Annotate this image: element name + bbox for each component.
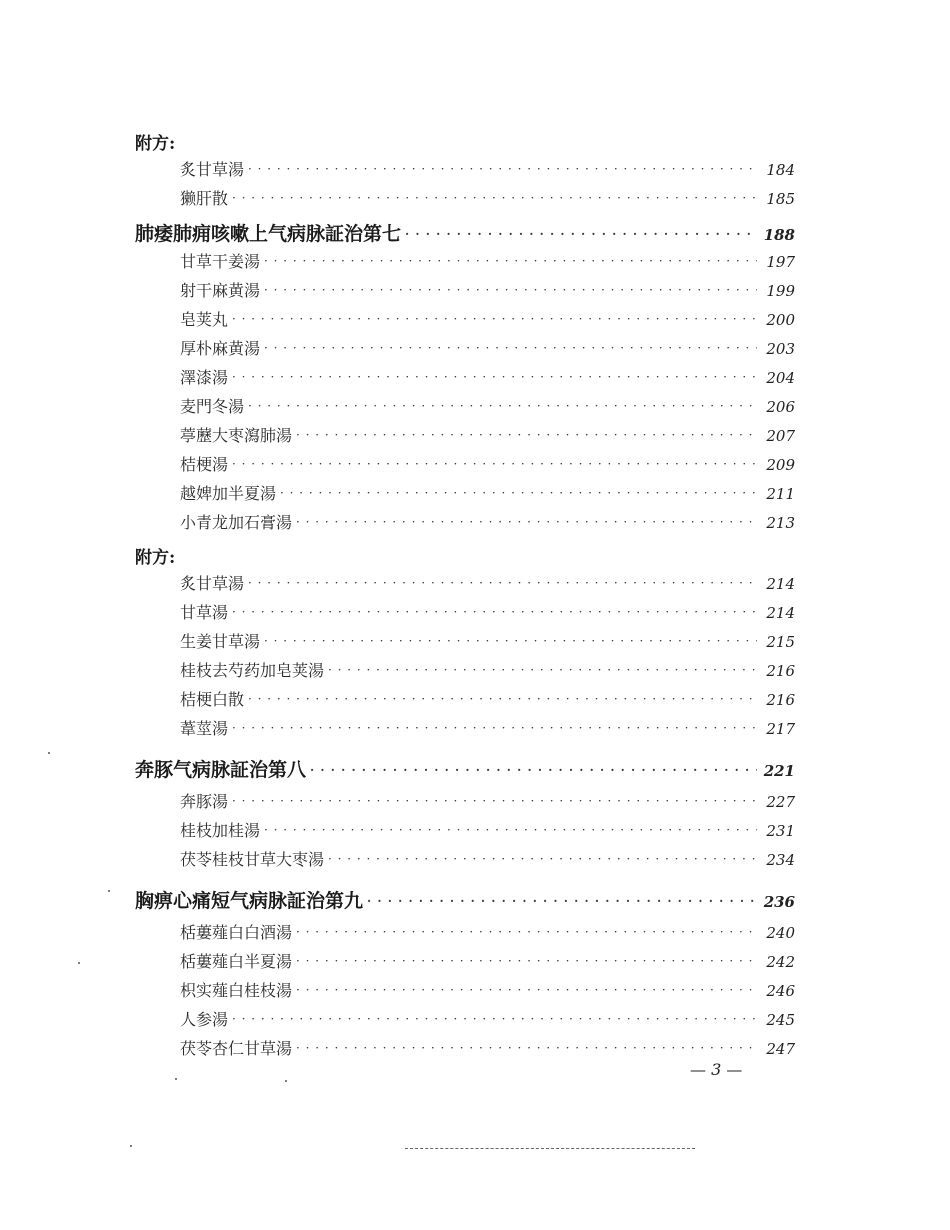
table-of-contents [135, 125, 795, 1065]
scan-speck [108, 890, 110, 892]
dot-leader [264, 284, 757, 296]
toc-entry [135, 847, 795, 876]
dot-leader [248, 577, 757, 589]
toc-entry [135, 365, 795, 394]
scan-speck [285, 1080, 287, 1082]
dot-leader [232, 458, 757, 470]
dot-leader [296, 1042, 757, 1054]
toc-entry [135, 452, 795, 481]
toc-entry [135, 510, 795, 539]
toc-entry [135, 249, 795, 278]
toc-title: 麦門冬湯 [180, 397, 245, 416]
toc-title: 奔豚气病脉証治第八 [135, 759, 307, 781]
toc-page-number: 215 [766, 633, 795, 651]
dot-leader [405, 228, 757, 240]
toc-entry [135, 571, 795, 600]
toc-title: 葶藶大枣瀉肺湯 [180, 426, 293, 445]
dot-leader [296, 429, 757, 441]
toc-page-number: 216 [766, 662, 795, 680]
toc-page-number: 246 [766, 982, 795, 1000]
toc-page-number: 217 [766, 720, 795, 738]
toc-group-heading [135, 129, 795, 157]
toc-page-number: 214 [766, 575, 795, 593]
toc-title: 奔豚湯 [180, 792, 229, 811]
dot-leader [264, 342, 757, 354]
toc-page-number: 200 [766, 311, 795, 329]
toc-page-number: 197 [766, 253, 795, 271]
dot-leader [232, 1013, 757, 1025]
dot-leader [232, 722, 757, 734]
dot-leader [232, 795, 757, 807]
dot-leader [296, 955, 757, 967]
toc-title: 桂枝去芍药加皂荚湯 [180, 661, 325, 680]
toc-title: 栝蔞薤白半夏湯 [180, 952, 293, 971]
toc-title: 桔梗白散 [180, 690, 245, 709]
dot-leader [232, 192, 757, 204]
toc-title: 炙甘草湯 [180, 160, 245, 179]
toc-page-number: 204 [766, 369, 795, 387]
toc-title: 附方: [135, 548, 176, 568]
toc-page-number: 203 [766, 340, 795, 358]
toc-entry [135, 157, 795, 186]
toc-chapter [135, 755, 795, 785]
toc-page-number: 185 [766, 190, 795, 208]
scan-speck [130, 1145, 132, 1147]
toc-chapter [135, 219, 795, 249]
toc-title: 肺痿肺痈咳嗽上气病脉証治第七 [135, 223, 402, 245]
toc-page-number: 227 [766, 793, 795, 811]
toc-page-number: 236 [763, 893, 795, 911]
toc-page-number: 247 [766, 1040, 795, 1058]
dot-leader [367, 895, 757, 907]
toc-title: 附方: [135, 134, 176, 154]
toc-entry [135, 949, 795, 978]
toc-title: 葦莖湯 [180, 719, 229, 738]
toc-title: 獭肝散 [180, 189, 229, 208]
toc-page-number: 199 [766, 282, 795, 300]
toc-group-heading [135, 543, 795, 571]
dot-leader [328, 664, 757, 676]
toc-title: 茯苓杏仁甘草湯 [180, 1039, 293, 1058]
toc-page-number: 213 [766, 514, 795, 532]
toc-page-number: 242 [766, 953, 795, 971]
toc-title: 小青龙加石膏湯 [180, 513, 293, 532]
dot-leader [264, 635, 757, 647]
toc-entry [135, 336, 795, 365]
toc-title: 枳实薤白桂枝湯 [180, 981, 293, 1000]
toc-page-number: 207 [766, 427, 795, 445]
toc-entry [135, 920, 795, 949]
toc-page-number: 188 [763, 226, 795, 244]
toc-title: 人参湯 [180, 1010, 229, 1029]
toc-title: 栝蔞薤白白酒湯 [180, 923, 293, 942]
dot-leader [280, 487, 757, 499]
toc-entry [135, 818, 795, 847]
toc-page-number: 240 [766, 924, 795, 942]
toc-title: 茯苓桂枝甘草大枣湯 [180, 850, 325, 869]
toc-page-number: 206 [766, 398, 795, 416]
dot-leader [296, 516, 757, 528]
toc-page-number: 184 [766, 161, 795, 179]
toc-page-number: 231 [766, 822, 795, 840]
dot-leader [248, 693, 757, 705]
dot-leader [248, 400, 757, 412]
toc-entry [135, 789, 795, 818]
dot-leader [310, 764, 757, 776]
toc-entry [135, 978, 795, 1007]
toc-page-number: 211 [766, 485, 795, 503]
toc-chapter [135, 886, 795, 916]
toc-title: 甘草湯 [180, 603, 229, 622]
toc-entry [135, 600, 795, 629]
toc-page-number: 216 [766, 691, 795, 709]
toc-title: 甘草干姜湯 [180, 252, 261, 271]
toc-title: 皂荚丸 [180, 310, 229, 329]
scan-artifact-line [405, 1148, 695, 1150]
toc-entry [135, 186, 795, 215]
dot-leader [296, 926, 757, 938]
dot-leader [264, 255, 757, 267]
toc-title: 生姜甘草湯 [180, 632, 261, 651]
toc-page-number: 221 [763, 762, 795, 780]
dot-leader [248, 163, 757, 175]
toc-entry [135, 1007, 795, 1036]
toc-title: 桔梗湯 [180, 455, 229, 474]
scan-speck [48, 752, 50, 754]
dot-leader [232, 313, 757, 325]
page-number: — 3 — [690, 1060, 743, 1079]
dot-leader [328, 853, 757, 865]
toc-entry [135, 658, 795, 687]
scan-speck [175, 1078, 177, 1080]
toc-entry [135, 481, 795, 510]
dot-leader [232, 606, 757, 618]
toc-entry [135, 278, 795, 307]
dot-leader [296, 984, 757, 996]
toc-entry [135, 423, 795, 452]
toc-page-number: 214 [766, 604, 795, 622]
toc-title: 厚朴麻黄湯 [180, 339, 261, 358]
toc-entry [135, 307, 795, 336]
scan-speck [78, 962, 80, 964]
toc-entry [135, 629, 795, 658]
toc-title: 越婢加半夏湯 [180, 484, 277, 503]
toc-title: 射干麻黄湯 [180, 281, 261, 300]
toc-entry [135, 687, 795, 716]
toc-entry [135, 716, 795, 745]
dot-leader [264, 824, 757, 836]
toc-title: 胸痹心痛短气病脉証治第九 [135, 890, 364, 912]
toc-page-number: 234 [766, 851, 795, 869]
toc-title: 炙甘草湯 [180, 574, 245, 593]
toc-entry [135, 394, 795, 423]
toc-title: 桂枝加桂湯 [180, 821, 261, 840]
toc-page-number: 245 [766, 1011, 795, 1029]
dot-leader [232, 371, 757, 383]
toc-page-number: 209 [766, 456, 795, 474]
toc-title: 澤漆湯 [180, 368, 229, 387]
